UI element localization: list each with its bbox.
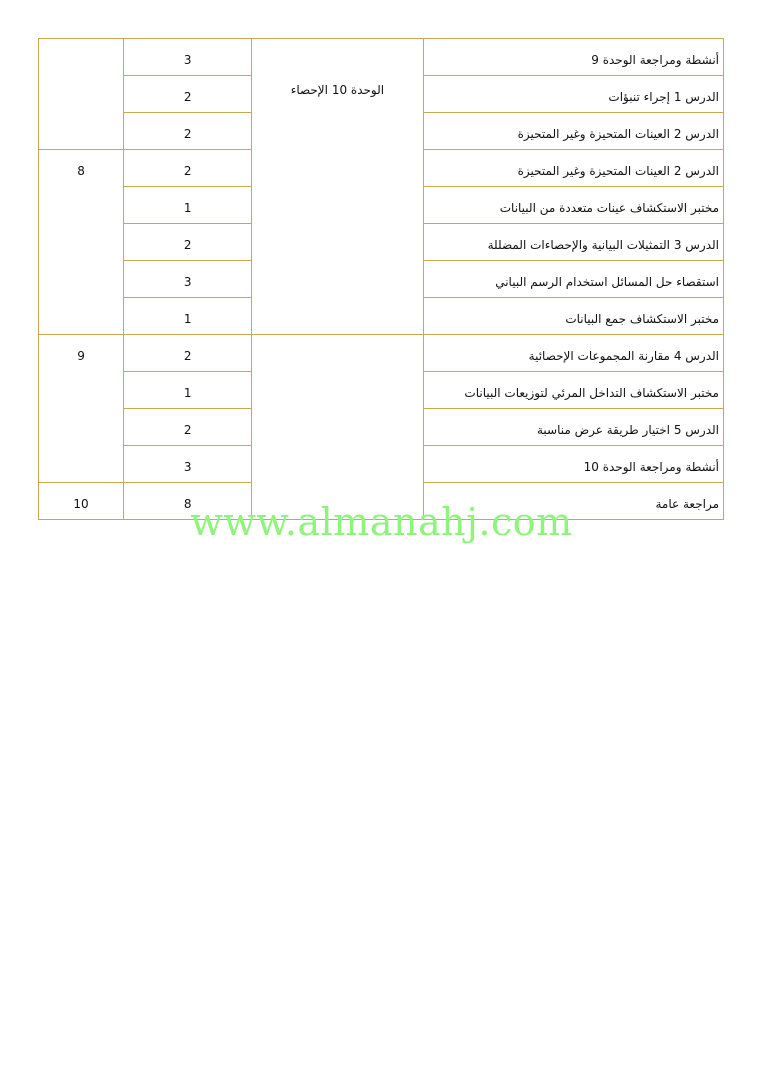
periods-cell: 2 [124,113,252,150]
periods-cell: 3 [124,39,252,76]
unit-label: الوحدة 10 الإحصاء [290,83,385,97]
periods-cell: 1 [124,187,252,224]
lesson-cell: الدرس 2 العينات المتحيزة وغير المتحيزة [423,150,723,187]
periods-cell: 3 [124,261,252,298]
table-row [39,335,724,372]
lesson-cell: استقصاء حل المسائل استخدام الرسم البياني [423,261,723,298]
lesson-cell: الدرس 3 التمثيلات البيانية والإحصاءات المضللة [423,224,723,261]
lesson-cell: أنشطة ومراجعة الوحدة 9 [423,39,723,76]
periods-cell: 8 [124,483,252,520]
lesson-cell: الدرس 5 اختيار طريقة عرض مناسبة [423,409,723,446]
lesson-cell: مختبر الاستكشاف عينات متعددة من البيانات [423,187,723,224]
lesson-cell: الدرس 2 العينات المتحيزة وغير المتحيزة [423,113,723,150]
lesson-cell: الدرس 1 إجراء تنبؤات [423,76,723,113]
unit-cell [252,39,423,335]
week-cell-8: 8 [39,150,124,335]
week-cell-empty [39,39,124,150]
lesson-cell: الدرس 4 مقارنة المجموعات الإحصائية [423,335,723,372]
week-cell-9: 9 [39,335,124,483]
periods-cell: 1 [124,298,252,335]
periods-cell: 2 [124,150,252,187]
periods-cell: 2 [124,409,252,446]
lesson-cell: مختبر الاستكشاف التداخل المرئي لتوزيعات البيانات [423,372,723,409]
schedule-table [38,38,724,520]
periods-cell: 2 [124,224,252,261]
periods-cell: 2 [124,76,252,113]
week-cell-10: 10 [39,483,124,520]
table-row [39,39,724,76]
periods-cell: 1 [124,372,252,409]
lesson-cell: أنشطة ومراجعة الوحدة 10 [423,446,723,483]
unit-cell-empty [252,335,423,520]
periods-cell: 3 [124,446,252,483]
watermark-url: www.almanahj.com [190,500,573,544]
periods-cell: 2 [124,335,252,372]
lesson-cell: مختبر الاستكشاف جمع البيانات [423,298,723,335]
lesson-cell: مراجعة عامة [423,483,723,520]
